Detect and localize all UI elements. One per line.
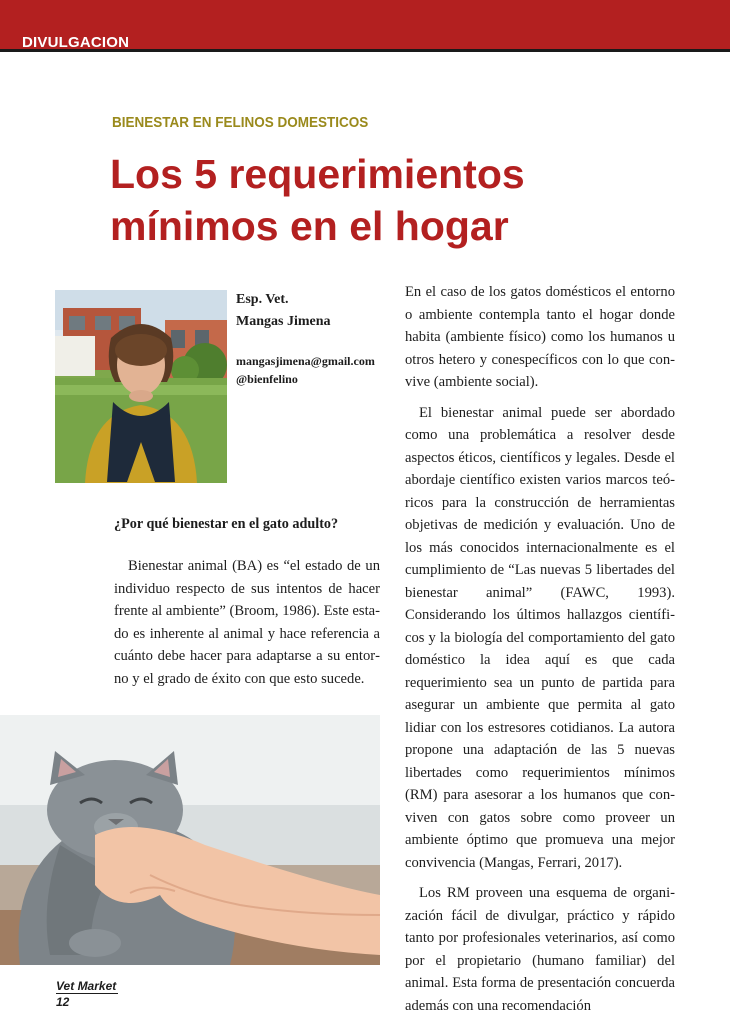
author-name: Mangas Jimena: [236, 314, 331, 329]
author-social-handle[interactable]: @bienfelino: [236, 372, 298, 386]
author-portrait-image: [55, 290, 227, 483]
author-email[interactable]: mangasjimena@gmail.com: [236, 354, 375, 368]
right-column-text: [405, 281, 675, 1014]
section-subheading: ¿Por qué bienestar en el gato adulto?: [114, 516, 339, 532]
right-paragraph-3: Los RM proveen una esquema de organización fácil de divulgar, práctico y rápido tanto por profesionales veterinarios, así como por el propietario (humano familiar) del animal. Esta forma de presentación concuerda además con una recomendación: [405, 885, 675, 1014]
right-paragraph-2: El bienestar animal puede ser abordado como una problemática a resolver desde aspectos éticos, científicos y legales. Desde el abordaje científico existen varios marcos teóricos para la construcción de herramientas objetivas de medición y evaluación. Uno de los más conocidos internacionalmente es el cumplimiento de “Las nuevas 5 libertades del bienestar animal” (FAWC, 1993). Considerando los últimos hallazgos científicos y la biología del comportamiento del gato doméstico la idea aquí es que cada requerimiento sea un punto de partida para asegurar un ambiente que permita al gato lidiar con los estresores cotidianos. La autora propone una adaptación de las 5 nuevas libertades como requerimientos mínimos (RM) para asesorar a los humanos que conviven con gatos sobre como proveer un ambiente óptimo que promueva una mejor convivencia (Mangas, Ferrari, 2017).: [405, 404, 675, 871]
cat-photo: [0, 715, 380, 965]
page-number: 12: [56, 995, 70, 1009]
cat-photo-image: [0, 715, 380, 965]
section-label: DIVULGACION: [22, 34, 130, 51]
left-column-text: [114, 555, 380, 690]
right-paragraph-1: En el caso de los gatos domésticos el entorno o ambiente contempla tanto el hogar donde habita (ambiente físico) como los humanos u otros hetero y conespecíficos con lo que convive (ambiente social).: [405, 284, 675, 390]
author-role: Esp. Vet.: [236, 292, 289, 307]
title-line-2: mínimos en el hogar: [110, 203, 509, 249]
magazine-name: Vet Market: [56, 979, 117, 993]
article-title: [110, 148, 670, 252]
article-kicker: BIENESTAR EN FELINOS DOMESTICOS: [112, 114, 369, 131]
author-info: [236, 289, 386, 388]
title-line-1: Los 5 requerimientos: [110, 151, 525, 197]
author-photo: [55, 290, 227, 483]
left-paragraph-1: Bienestar animal (BA) es “el estado de un individuo respecto de sus intentos de hacer frente al ambiente” (Broom, 1986). Este estado es inherente al animal y hace referencia a cuánto debe hacer para adaptarse a su entorno y el grado de éxito con que esto sucede.: [114, 558, 380, 687]
